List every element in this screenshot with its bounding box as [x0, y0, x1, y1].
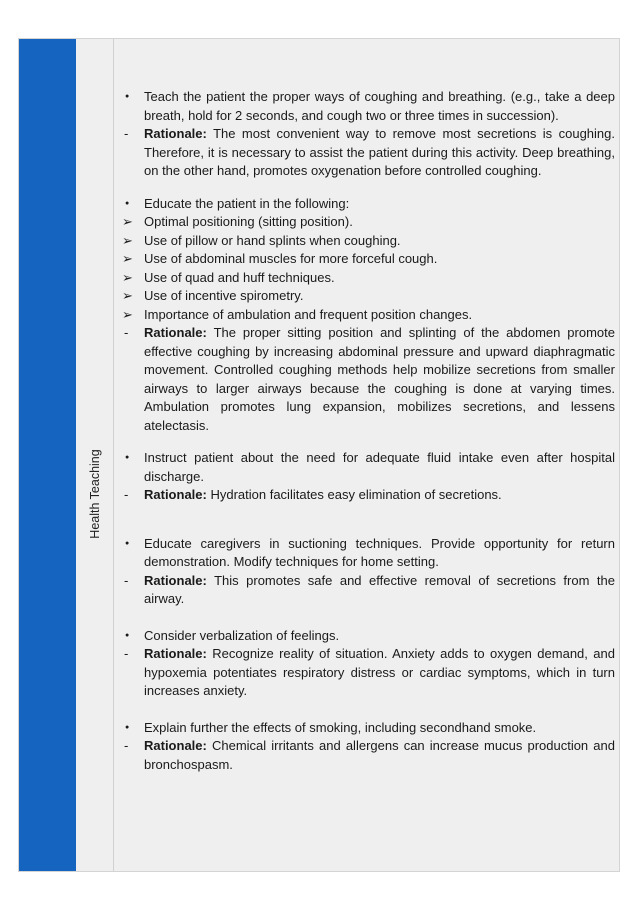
subitem: Use of incentive spirometry. — [144, 288, 304, 303]
subitem: Optimal positioning (sitting position). — [144, 214, 353, 229]
subitem: Importance of ambulation and frequent position changes. — [144, 306, 473, 322]
rationale-item — [122, 486, 615, 505]
intervention-item: Educate caregivers in suctioning techniques. Provide opportunity for return demonstration. Modify techniques for home setting. — [144, 535, 615, 569]
rationale-label: Rationale: — [144, 572, 207, 588]
rationale-text: Recognize reality of situation. Anxiety adds to oxygen demand, and hypoxemia potentiates respiratory distress or cardiac symptoms, which in turn increases anxiety. — [144, 646, 615, 698]
rationale-item — [122, 737, 615, 774]
rationale-item — [122, 324, 615, 435]
section-label: Health Teaching — [87, 449, 102, 539]
rationale-label: Rationale: — [144, 126, 207, 141]
subitem: Use of abdominal muscles for more forceful cough. — [144, 251, 438, 266]
intervention-block — [122, 719, 615, 775]
intervention-block — [122, 449, 615, 505]
rationale-text: Chemical irritants and allergens can increase mucus production and bronchospasm. — [144, 738, 615, 772]
rationale-label: Rationale: — [144, 738, 207, 753]
intervention-block — [122, 88, 615, 181]
rationale-item — [122, 645, 615, 701]
section-label-column — [76, 39, 114, 871]
intervention-item: Educate the patient in the following: — [144, 195, 350, 211]
intervention-item: Instruct patient about the need for adequate fluid intake even after hospital discharge. — [144, 450, 615, 484]
rationale-text: This promotes safe and effective removal of secretions from the airway. — [144, 572, 615, 606]
rationale-text: The proper sitting position and splinting of the abdomen promote effective coughing by increasing abdominal pressure and upward diaphragmatic movement. Controlled coughing methods help mobilize secretions from smaller airways to larger airways because the coughing is done at varying times. Ambulation promotes lung expansion, mobilizes secretions, and lessens atelectasis. — [144, 325, 615, 433]
subitem: Use of quad and huff techniques. — [144, 269, 335, 285]
rationale-item — [122, 572, 615, 609]
content-column — [122, 88, 615, 774]
rationale-label: Rationale: — [144, 325, 207, 340]
rationale-label: Rationale: — [144, 646, 207, 661]
intervention-block — [122, 535, 615, 609]
intervention-item: Consider verbalization of feelings. — [144, 627, 340, 643]
subitem: Use of pillow or hand splints when coughing. — [144, 232, 401, 248]
intervention-block — [122, 627, 615, 701]
intervention-block — [122, 195, 615, 436]
rationale-text: Hydration facilitates easy elimination of secretions. — [210, 487, 502, 502]
intervention-item: Teach the patient the proper ways of coughing and breathing. (e.g., take a deep breath, hold for 2 seconds, and cough two or three times in succession). — [144, 89, 615, 123]
accent-column — [19, 39, 76, 871]
intervention-item: Explain further the effects of smoking, including secondhand smoke. — [144, 719, 537, 735]
rationale-item — [122, 125, 615, 181]
rationale-text: The most convenient way to remove most secretions is coughing. Therefore, it is necessary to assist the patient during this activity. Deep breathing, on the other hand, promotes oxygenation before controlled coughing. — [144, 126, 615, 178]
rationale-label: Rationale: — [144, 487, 207, 502]
